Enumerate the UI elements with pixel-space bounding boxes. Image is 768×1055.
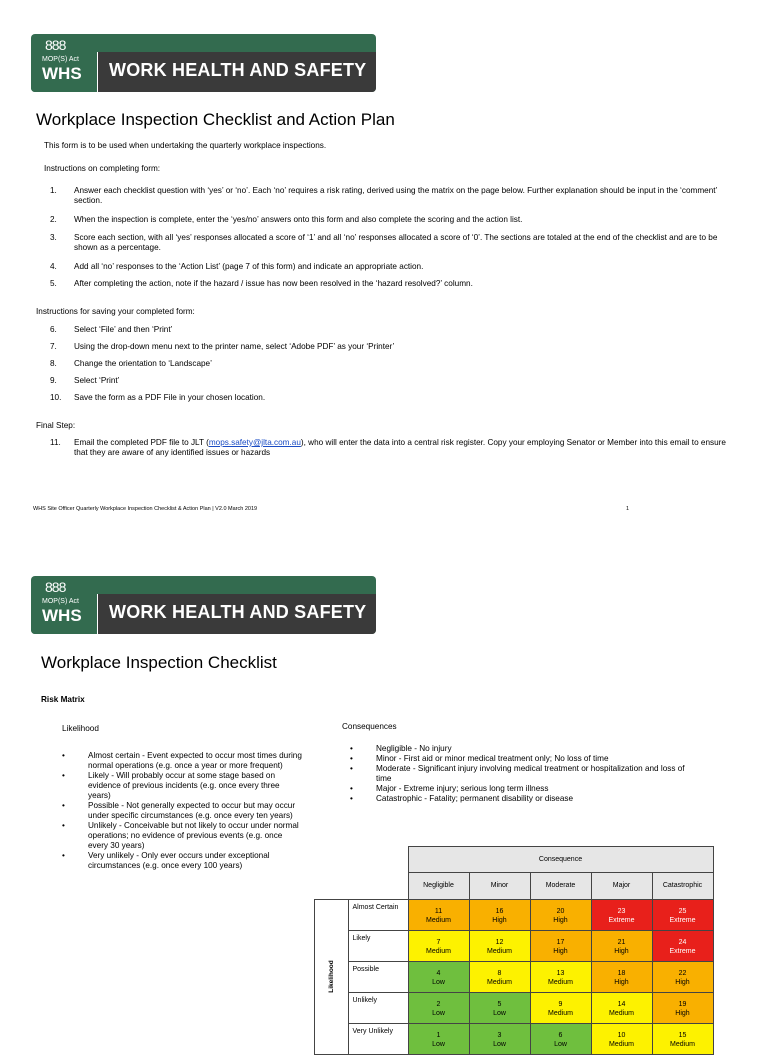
instruction-number: 4. bbox=[50, 262, 57, 271]
consequences-list bbox=[350, 744, 695, 804]
row-label: Almost Certain bbox=[348, 899, 408, 930]
risk-cell bbox=[591, 1023, 652, 1054]
table-row bbox=[315, 961, 714, 992]
column-header: Catastrophic bbox=[652, 873, 713, 900]
risk-matrix-heading: Risk Matrix bbox=[41, 695, 85, 704]
risk-level: Medium bbox=[609, 1041, 634, 1048]
risk-score: 9 bbox=[558, 1001, 563, 1008]
logo-act-text: MOP(S) Act bbox=[42, 56, 79, 63]
list-item: • Minor - First aid or minor medical treatment only; No loss of time bbox=[350, 754, 695, 764]
risk-level: Low bbox=[493, 1041, 506, 1048]
consequences-heading: Consequences bbox=[342, 722, 397, 731]
risk-level: Medium bbox=[487, 979, 512, 986]
logo-act-text: MOP(S) Act bbox=[42, 598, 79, 605]
instruction-item: Score each section, with all ‘yes’ responses allocated a score of ‘1’ and all ‘no’ responses allocated a score of ‘0’. The sections are totaled at the end of the checklist and are to be shown as a percentage. bbox=[74, 233, 718, 252]
risk-score: 11 bbox=[434, 908, 443, 915]
page-title: Workplace Inspection Checklist and Action Plan bbox=[36, 110, 395, 129]
risk-score: 7 bbox=[436, 939, 441, 946]
list-item: • Likely - Will probably occur at some stage based on evidence of previous incidents (e.g. once every three years) bbox=[62, 771, 302, 801]
instruction-item: Answer each checklist question with ‘yes’ or ‘no’. Each ‘no’ requires a risk rating, derived using the matrix on the page below. Further explanation should be input in the ‘comment’ section. bbox=[74, 186, 718, 205]
risk-score: 14 bbox=[617, 1001, 626, 1008]
saving-item: Using the drop-down menu next to the printer name, select ‘Adobe PDF’ as your ‘Printer’ bbox=[74, 342, 395, 351]
list-item: • Moderate - Significant injury involving medical treatment or hospitalization and loss of time bbox=[350, 764, 695, 784]
people-icon: 888 bbox=[45, 579, 66, 595]
risk-cell bbox=[530, 899, 591, 930]
final-heading: Final Step: bbox=[36, 421, 76, 430]
risk-cell bbox=[408, 930, 469, 961]
risk-score: 20 bbox=[556, 908, 565, 915]
saving-item: Select ‘File’ and then ‘Print’ bbox=[74, 325, 173, 334]
risk-level: Medium bbox=[670, 1041, 695, 1048]
risk-cell bbox=[469, 992, 530, 1023]
risk-level: Low bbox=[432, 1041, 445, 1048]
risk-level: Medium bbox=[609, 1010, 634, 1017]
risk-cell bbox=[530, 961, 591, 992]
risk-level: Medium bbox=[548, 1010, 573, 1017]
risk-score: 3 bbox=[497, 1032, 502, 1039]
risk-cell bbox=[469, 961, 530, 992]
risk-matrix-table bbox=[314, 846, 714, 1055]
risk-score: 1 bbox=[436, 1032, 441, 1039]
risk-score: 10 bbox=[617, 1032, 626, 1039]
risk-cell bbox=[530, 930, 591, 961]
risk-level: Medium bbox=[548, 979, 573, 986]
risk-level: Extreme bbox=[669, 948, 696, 955]
instruction-number: 3. bbox=[50, 233, 57, 242]
risk-score: 25 bbox=[678, 908, 687, 915]
risk-cell bbox=[469, 930, 530, 961]
saving-number: 6. bbox=[50, 325, 57, 334]
list-item: • Major - Extreme injury; serious long term illness bbox=[350, 784, 695, 794]
list-item: • Catastrophic - Fatality; permanent disability or disease bbox=[350, 794, 695, 804]
instruction-item: After completing the action, note if the hazard / issue has now been resolved in the ‘hazard resolved?’ column. bbox=[74, 279, 473, 288]
risk-cell bbox=[652, 961, 713, 992]
column-header: Major bbox=[591, 873, 652, 900]
risk-level: Extreme bbox=[669, 917, 696, 924]
instruction-item: When the inspection is complete, enter the ‘yes/no’ answers onto this form and also complete the scoring and the action list. bbox=[74, 215, 523, 224]
row-label: Very Unlikely bbox=[348, 1023, 408, 1054]
risk-score: 24 bbox=[678, 939, 687, 946]
risk-level: Low bbox=[432, 1010, 445, 1017]
banner-title: WORK HEALTH AND SAFETY bbox=[109, 60, 367, 80]
risk-level: High bbox=[675, 979, 690, 986]
risk-cell bbox=[591, 992, 652, 1023]
risk-level: Medium bbox=[487, 948, 512, 955]
list-item: • Very unlikely - Only ever occurs under exceptional circumstances (e.g. once every 100 years) bbox=[62, 851, 302, 871]
saving-item: Change the orientation to ‘Landscape’ bbox=[74, 359, 212, 368]
table-row bbox=[315, 992, 714, 1023]
risk-score: 21 bbox=[617, 939, 626, 946]
consequence-header: Consequence bbox=[408, 847, 713, 873]
likelihood-heading: Likelihood bbox=[62, 724, 99, 733]
column-header: Negligible bbox=[408, 873, 469, 900]
risk-level: Low bbox=[554, 1041, 567, 1048]
whs-logo bbox=[31, 34, 95, 92]
saving-heading: Instructions for saving your completed form: bbox=[36, 307, 195, 316]
risk-cell bbox=[652, 1023, 713, 1054]
list-item: • Negligible - No injury bbox=[350, 744, 695, 754]
risk-level: Extreme bbox=[608, 917, 635, 924]
whs-banner bbox=[31, 576, 376, 634]
risk-score: 13 bbox=[556, 970, 565, 977]
instruction-number: 1. bbox=[50, 186, 57, 195]
risk-cell bbox=[408, 992, 469, 1023]
risk-level: High bbox=[614, 948, 629, 955]
risk-score: 4 bbox=[436, 970, 441, 977]
risk-score: 22 bbox=[678, 970, 687, 977]
row-label: Possible bbox=[348, 961, 408, 992]
risk-cell bbox=[591, 899, 652, 930]
page-number: 1 bbox=[626, 506, 630, 512]
column-header: Minor bbox=[469, 873, 530, 900]
final-number: 11. bbox=[50, 438, 61, 447]
risk-level: High bbox=[614, 979, 629, 986]
email-link[interactable]: mops.safety@jlta.com.au bbox=[208, 438, 301, 447]
risk-score: 8 bbox=[497, 970, 502, 977]
saving-number: 7. bbox=[50, 342, 57, 351]
footer-text: WHS Site Officer Quarterly Workplace Inspection Checklist & Action Plan | V2.0 March 2019 bbox=[33, 506, 258, 512]
risk-cell bbox=[408, 961, 469, 992]
risk-level: Medium bbox=[426, 917, 451, 924]
risk-score: 23 bbox=[617, 908, 626, 915]
instruction-item: Add all ‘no’ responses to the ‘Action List’ (page 7 of this form) and indicate an appropriate action. bbox=[74, 262, 424, 271]
risk-score: 6 bbox=[558, 1032, 563, 1039]
risk-level: High bbox=[492, 917, 507, 924]
risk-level: Low bbox=[493, 1010, 506, 1017]
risk-level: Medium bbox=[426, 948, 451, 955]
risk-cell bbox=[469, 1023, 530, 1054]
row-label: Likely bbox=[348, 930, 408, 961]
page-title: Workplace Inspection Checklist bbox=[41, 653, 277, 672]
risk-level: High bbox=[553, 948, 568, 955]
list-item: • Possible - Not generally expected to occur but may occur under specific circumstances (e.g. once every ten years) bbox=[62, 801, 302, 821]
risk-cell bbox=[652, 930, 713, 961]
risk-score: 12 bbox=[495, 939, 504, 946]
risk-cell bbox=[652, 992, 713, 1023]
instructions-heading: Instructions on completing form: bbox=[44, 164, 161, 173]
risk-cell bbox=[591, 930, 652, 961]
risk-cell bbox=[530, 1023, 591, 1054]
saving-number: 10. bbox=[50, 393, 62, 402]
risk-cell bbox=[530, 992, 591, 1023]
intro-text: This form is to be used when undertaking the quarterly workplace inspections. bbox=[44, 141, 327, 150]
document-page-2 bbox=[0, 540, 768, 1048]
instruction-number: 5. bbox=[50, 279, 57, 288]
final-item: Email the completed PDF file to JLT (mops.safety@jlta.com.au), who will enter the data into a central risk register. Copy your employing Senator or Member into this email to ensure that they are aware of any identified issues or hazards bbox=[74, 438, 726, 457]
risk-cell bbox=[469, 899, 530, 930]
risk-score: 15 bbox=[678, 1032, 687, 1039]
risk-level: High bbox=[553, 917, 568, 924]
risk-score: 16 bbox=[495, 908, 504, 915]
table-row bbox=[315, 899, 714, 930]
column-header: Moderate bbox=[530, 873, 591, 900]
logo-whs-text: WHS bbox=[42, 606, 82, 625]
saving-item: Save the form as a PDF File in your chosen location. bbox=[74, 393, 266, 402]
people-icon: 888 bbox=[45, 37, 66, 53]
risk-score: 17 bbox=[556, 939, 565, 946]
table-row bbox=[315, 930, 714, 961]
table-row bbox=[315, 1023, 714, 1054]
saving-number: 8. bbox=[50, 359, 57, 368]
whs-banner bbox=[31, 34, 376, 92]
banner-title: WORK HEALTH AND SAFETY bbox=[109, 602, 367, 622]
risk-score: 2 bbox=[436, 1001, 441, 1008]
likelihood-axis-label: Likelihood bbox=[315, 899, 349, 1054]
risk-cell bbox=[652, 899, 713, 930]
list-item: • Unlikely - Conceivable but not likely to occur under normal operations; no evidence of previous events (e.g. once every 30 years) bbox=[62, 821, 302, 851]
whs-logo bbox=[31, 576, 95, 634]
risk-cell bbox=[408, 899, 469, 930]
risk-level: Low bbox=[432, 979, 445, 986]
risk-cell bbox=[591, 961, 652, 992]
risk-score: 18 bbox=[617, 970, 626, 977]
list-item: • Almost certain - Event expected to occur most times during normal operations (e.g. once a year or more frequent) bbox=[62, 751, 302, 771]
instruction-number: 2. bbox=[50, 215, 57, 224]
risk-level: High bbox=[675, 1010, 690, 1017]
saving-number: 9. bbox=[50, 376, 57, 385]
risk-score: 5 bbox=[497, 1001, 502, 1008]
row-label: Unlikely bbox=[348, 992, 408, 1023]
logo-whs-text: WHS bbox=[42, 64, 82, 83]
risk-cell bbox=[408, 1023, 469, 1054]
risk-score: 19 bbox=[678, 1001, 687, 1008]
saving-item: Select ‘Print’ bbox=[74, 376, 120, 385]
likelihood-list bbox=[62, 751, 302, 871]
